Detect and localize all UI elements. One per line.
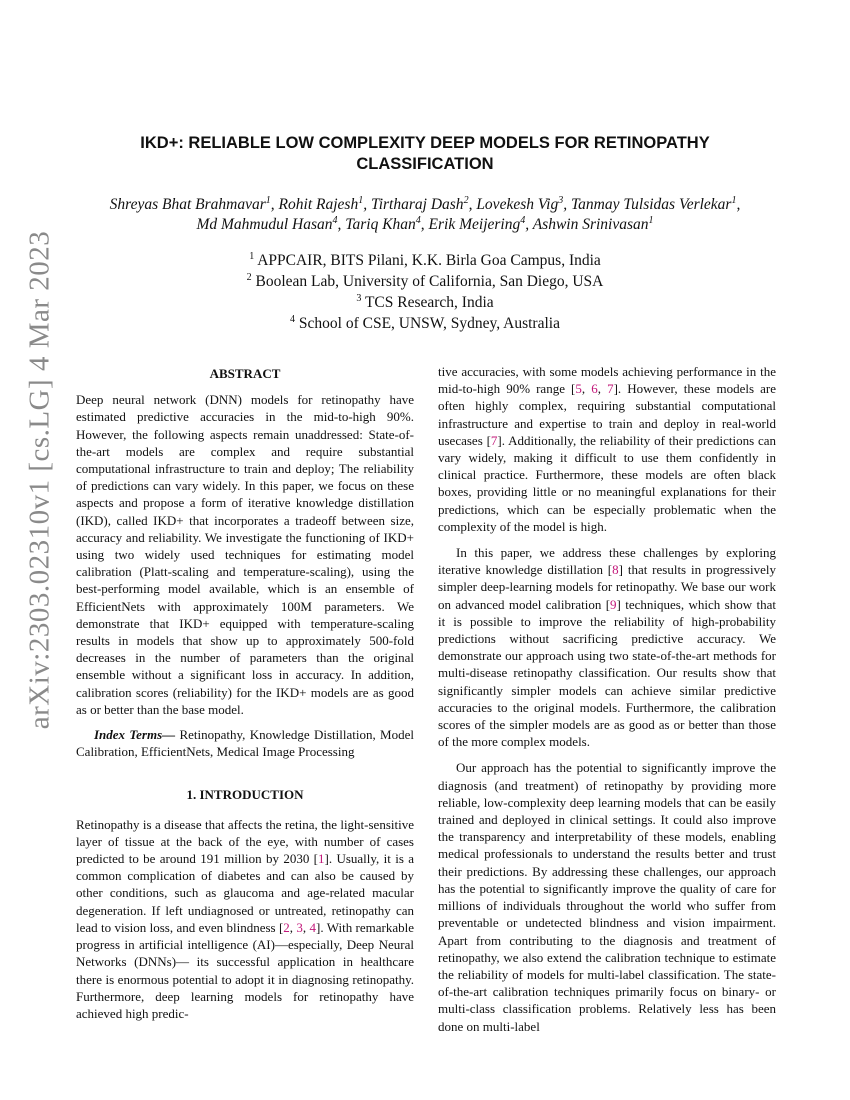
author-affiliation-sup: 3 (558, 194, 564, 206)
citation-link[interactable]: 5 (575, 381, 582, 397)
author-affiliation-sup: 1 (265, 194, 271, 206)
affiliation-line: $^3$ TCS Research, India (356, 292, 494, 311)
author-affiliation-sup: 1 (731, 194, 737, 206)
author-name: Ashwin Srinivasan (532, 216, 649, 233)
citation-link[interactable]: 3 (296, 919, 303, 935)
affiliation-sup: 1 (249, 250, 255, 262)
affiliation-list (100, 250, 750, 334)
index-terms (76, 726, 414, 760)
author-affiliation-sup: 2 (463, 194, 469, 206)
affiliation-line: $^1$ APPCAIR, BITS Pilani, K.K. Birla Goa Campus, India (249, 250, 601, 269)
introduction-heading: 1. INTRODUCTION (186, 787, 304, 803)
citation-link[interactable]: 4 (309, 919, 317, 935)
citation-link[interactable]: 7 (490, 432, 498, 448)
citation-link[interactable]: 1 (318, 851, 325, 867)
title-line-1: IKD+: RELIABLE LOW COMPLEXITY DEEP MODELS FOR RETINOPATHY (140, 134, 710, 152)
author-affiliation-sup: 4 (332, 214, 338, 226)
author-affiliation-sup: 4 (520, 214, 526, 226)
affiliation-sup: 3 (356, 292, 362, 304)
index-terms-text: Retinopathy, Knowledge Distillation, Model Calibration, EfficientNets, Medical Image Processing (76, 727, 414, 760)
author-list: Shreyas Bhat Brahmavar$^1$, Rohit Rajesh$^1$, Tirtharaj Dash$^2$, Lovekesh Vig$^3$, Tanmay Tulsidas Verlekar$^1$, Md Mahmudul Hasan$^4$, Tariq Khan$^4$, Erik Meijering$^4$, Ashwin Srinivasan$^1$ (109, 194, 741, 233)
intro-paragraph-1: Retinopathy is a disease that affects the retina, the light-sensitive layer of tissue at the back of the eye, with number of cases predicted to be around 191 million by 2030 [1]. Usually, it is a common complication of diabetes and can also be caused by other conditions, such as glaucoma and age-related macular degeneration. If left undiagnosed or untreated, retinopathy can lead to vision loss, and even blindness [2, 3, 4]. With remarkable progress in artificial intelligence (AI)—especially, Deep Neural Networks (DNNs)— its successful application in healthcare there is enormous potential to adopt it in diagnosing retinopathy. Furthermore, deep learning models for retinopathy have achieved high predic- (76, 816, 415, 1021)
author-affiliation-sup: 4 (415, 214, 421, 226)
author-name: Tariq Khan (345, 216, 416, 233)
author-affiliation-sup: 1 (358, 194, 364, 206)
author-name: Lovekesh Vig (476, 196, 559, 213)
author-name: Erik Meijering (428, 216, 521, 233)
author-affiliation-sup: 1 (648, 214, 654, 226)
citation-link[interactable]: 6 (591, 381, 598, 397)
citation-link[interactable]: 8 (612, 562, 619, 578)
citation-link[interactable]: 9 (610, 596, 617, 612)
citation-link[interactable]: 7 (607, 381, 614, 397)
paper-title (100, 133, 750, 175)
author-name: Tanmay Tulsidas Verlekar (570, 196, 732, 213)
abstract-heading: ABSTRACT (209, 366, 281, 381)
intro-paragraph-2: tive accuracies, with some models achieving performance in the mid-to-high 90% range [5, 6, 7]. However, these models are often highly complex, requiring substantial computational infrastructure and expertise to train and deploy in real-world usecases [7]. Additionally, the reliability of their predictions can vary widely, making it difficult to use them confidently in clinical practice. Furthermore, these models are often black boxes, providing little or no meaningful explanations for their predictions, which can be especially problematic when the complexity of the model is high. (438, 364, 777, 534)
title-line-2: CLASSIFICATION (356, 155, 494, 173)
author-name: Tirtharaj Dash (370, 196, 464, 213)
intro-paragraph-4: Our approach has the potential to significantly improve the diagnosis (and treatment) of retinopathy by providing more reliable, low-complexity deep learning models that can be easily trained and deployed in clinical settings. It could also improve the transparency and interpretability of these models, enabling medical professionals to understand the results better and trust their predictions. By addressing these challenges, our approach has the potential to significantly improve the quality of care for millions of individuals throughout the world who suffer from preventable or undetected blindness and vision impairment. Apart from contributing to the diagnosis and treatment of retinopathy, we also extend the calibration technique to estimate the reliability of models for multi-label classification. The state-of-the-art calibration techniques primarily focus on binary- or multi-class classification problems. Relatively less has been done on multi-label (438, 760, 776, 1034)
affiliation-line: $^2$ Boolean Lab, University of California, San Diego, USA (246, 271, 604, 290)
author-name: Shreyas Bhat Brahmavar (109, 196, 266, 213)
arxiv-sidebar (20, 230, 60, 730)
author-name: Rohit Rajesh (278, 196, 359, 213)
affiliation-line: $^4$ School of CSE, UNSW, Sydney, Australia (290, 313, 560, 332)
affiliation-sup: 4 (290, 313, 296, 325)
affiliation-sup: 2 (246, 271, 252, 283)
author-name: Md Mahmudul Hasan (196, 216, 333, 233)
index-terms-label: Index Terms— (94, 727, 176, 743)
left-column (76, 365, 414, 1022)
arxiv-identifier: arXiv:2303.02310v1 [cs.LG] 4 Mar 2023 (23, 230, 56, 730)
abstract-text: Deep neural network (DNN) models for retinopathy have estimated predictive accuracies in the mid-to-high 90%. However, the following aspects remain unaddressed: State-of-the-art models are complex and require substantial computational infrastructure to train and deploy; The reliability of predictions can vary widely. In this paper, we focus on these aspects and propose a form of iterative knowledge distillation (IKD), called IKD+ that incorporates a tradeoff between size, accuracy and reliability. We investigate the functioning of IKD+ using two widely used techniques for estimating model calibration (Platt-scaling and temperature-scaling), using the best-performing model available, which is an ensemble of EfficientNets with approximately 100M parameters. We demonstrate that IKD+ equipped with temperature-scaling results in models that show up to approximately 500-fold decreases in the number of parameters than the original ensemble without a significant loss in accuracy. In addition, calibration scores (reliability) for the IKD+ models are as good as or better than the base model. (76, 392, 414, 717)
citation-link[interactable]: 2 (283, 919, 290, 935)
right-column (438, 363, 776, 1035)
intro-paragraph-3: In this paper, we address these challenges by exploring iterative knowledge distillation [8] that results in progressively simpler deep-learning models for retinopathy. We base our work on advanced model calibration [9] techniques, which show that it is possible to improve the reliability of high-probability predictions without sacrificing predictive accuracy. We demonstrate our approach using two state-of-the-art methods for multi-disease retinopathy classification. Our results show that significantly simpler models can achieve similar predictive accuracies to the original models. Furthermore, the calibration scores of the simpler models are as good as or better than those of the more complex models. (438, 545, 776, 750)
